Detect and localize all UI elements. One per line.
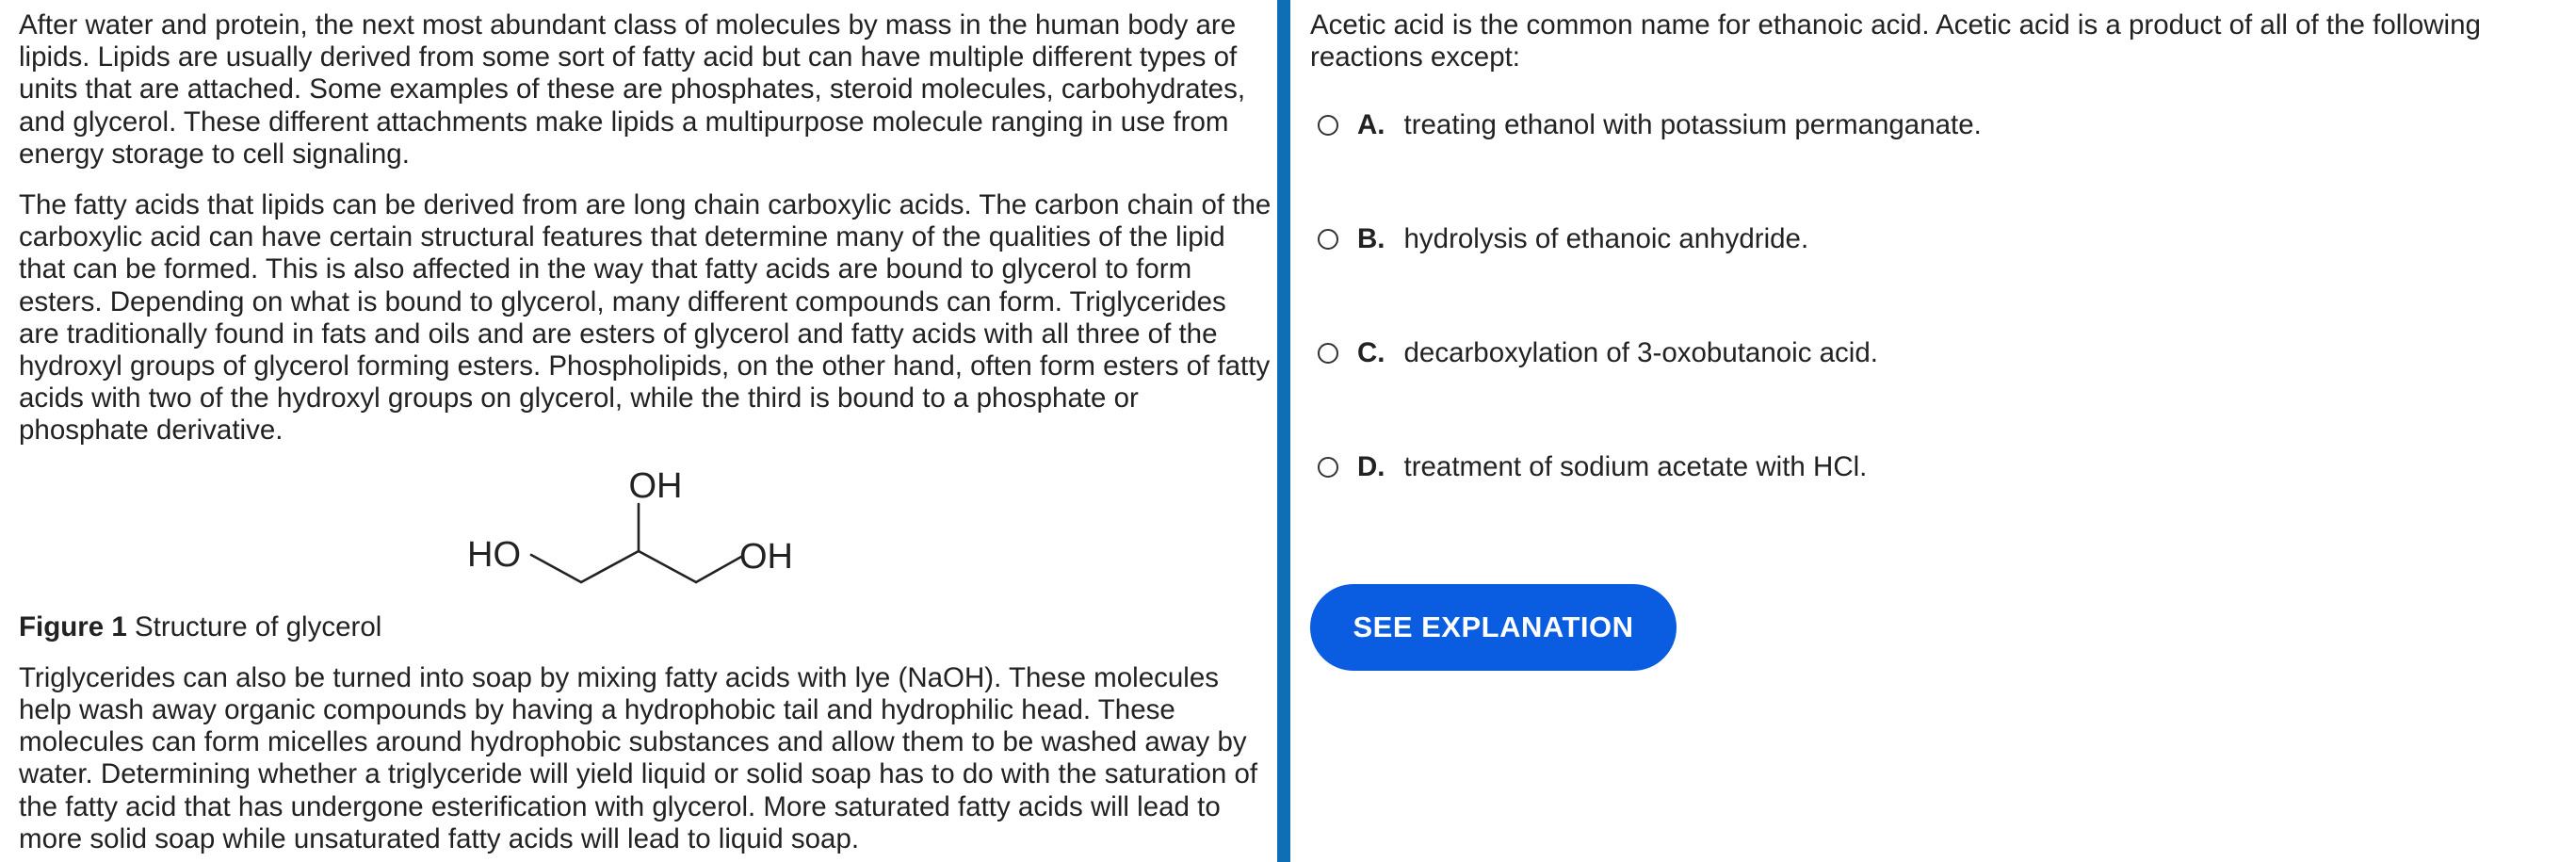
option-letter-c: C. <box>1357 337 1385 369</box>
hydroxyl-label-left: HO <box>467 534 521 575</box>
bond-center-right <box>639 551 696 582</box>
answer-option-a[interactable] <box>1310 109 2553 141</box>
option-text-b: hydrolysis of ethanoic anhydride. <box>1403 223 1809 255</box>
radio-button-a[interactable] <box>1318 115 1338 136</box>
figure-caption <box>19 611 1272 643</box>
bond-right <box>696 557 741 582</box>
figure-caption-label: Figure 1 <box>19 610 127 642</box>
question-stem: Acetic acid is the common name for ethanoic acid. Acetic acid is a product of all of the following reactions except: <box>1310 9 2481 73</box>
radio-button-d[interactable] <box>1318 457 1338 478</box>
figure-caption-text: Structure of glycerol <box>126 610 382 642</box>
passage-paragraph-1: After water and protein, the next most abundant class of molecules by mass in the human body are lipids. Lipids are usually derived from some sort of fatty acid but can have multiple different types of units that are attached. Some examples of these are phosphates, steroid molecules, carbohydrates, and glycerol. These different attachments make lipids a multipurpose molecule ranging in use from energy storage to cell signaling. <box>19 9 1246 170</box>
radio-button-c[interactable] <box>1318 343 1338 364</box>
option-text-c: decarboxylation of 3-oxobutanoic acid. <box>1403 337 1878 369</box>
radio-button-b[interactable] <box>1318 229 1338 250</box>
glycerol-figure <box>19 463 1272 611</box>
see-explanation-button[interactable]: SEE EXPLANATION <box>1310 584 1677 671</box>
glycerol-structure <box>19 463 1272 611</box>
question-panel <box>1310 9 2553 565</box>
passage-panel <box>19 9 1272 862</box>
answer-option-b[interactable] <box>1310 223 2553 255</box>
passage-paragraph-3: Triglycerides can also be turned into soap by mixing fatty acids with lye (NaOH). These molecules help wash away organic compounds by having a hydrophobic tail and hydrophilic head. These molecules can form micelles around hydrophobic substances and allow them to be washed away by water. Determining whether a triglyceride will yield liquid or solid soap has to do with the saturation of the fatty acid that has undergone esterification with glycerol. More saturated fatty acids will lead to more solid soap while unsaturated fatty acids will lead to liquid soap. <box>19 661 1258 854</box>
option-letter-b: B. <box>1357 223 1385 255</box>
hydroxyl-label-right: OH <box>739 536 793 577</box>
option-letter-a: A. <box>1357 109 1385 141</box>
passage-paragraph-2: The fatty acids that lipids can be derived from are long chain carboxylic acids. The carbon chain of the carboxylic acid can have certain structural features that determine many of the qualities of the lipid that can be formed. This is also affected in the way that fatty acids are bound to glycerol to form esters. Depending on what is bound to glycerol, many different compounds can form. Triglycerides are traditionally found in fats and oils and are esters of glycerol and fatty acids with all three of the hydroxyl groups of glycerol forming esters. Phospholipids, on the other hand, often form esters of fatty acids with two of the hydroxyl groups on glycerol, while the third is bound to a phosphate or phosphate derivative. <box>19 189 1272 447</box>
bond-left <box>531 555 581 582</box>
option-letter-d: D. <box>1357 451 1385 483</box>
answer-option-d[interactable] <box>1310 451 2553 483</box>
bond-center-left <box>581 551 639 582</box>
option-text-a: treating ethanol with potassium permanganate. <box>1403 109 1982 141</box>
answer-option-c[interactable] <box>1310 337 2553 369</box>
option-text-d: treatment of sodium acetate with HCl. <box>1403 451 1868 483</box>
hydroxyl-label-top: OH <box>628 465 683 506</box>
glycerol-bonds <box>531 504 741 582</box>
panel-divider <box>1277 0 1290 862</box>
answer-options <box>1310 109 2553 483</box>
